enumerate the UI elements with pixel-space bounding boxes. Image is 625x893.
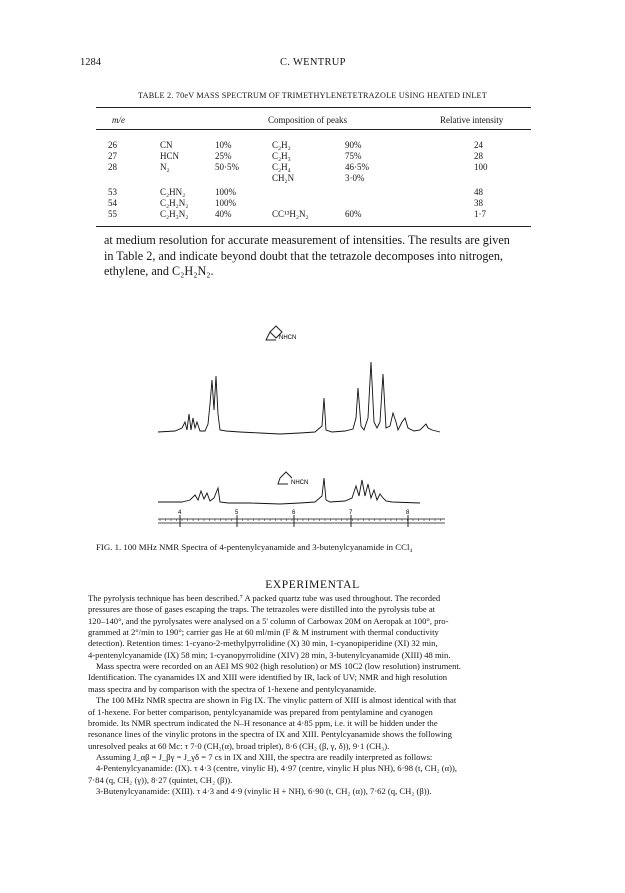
body-line: pressures are those of gases escaping the traps. The tetrazoles were distilled into the pyrolysis tube at <box>88 604 436 615</box>
table-cell-p2: 90% <box>345 140 362 150</box>
figure-caption: FIG. 1. 100 MHz NMR Spectra of 4-pentenylcyanamide and 3-butenylcyanamide in CCl₄ <box>96 542 413 552</box>
table-cell-p2: 3·0% <box>345 173 365 183</box>
table-cell-p1: 40% <box>215 209 232 219</box>
table-cell-f1: C₂H₂N₂ <box>160 198 189 208</box>
body-line: Mass spectra were recorded on an AEI MS 902 (high resolution) or MS 10C2 (low resolution) instrument. <box>96 661 461 672</box>
body-line: The pyrolysis technique has been described.⁷ A packed quartz tube was used throughout. The recorded <box>88 593 441 603</box>
table-cell-f2: C₂H₃ <box>272 151 291 161</box>
table-cell-mz: 27 <box>108 151 117 161</box>
section-title: EXPERIMENTAL <box>265 579 360 591</box>
paragraph-line: ethylene, and C₂H₂N₂. <box>104 264 214 278</box>
table-cell-f2: C₂H₄ <box>272 162 291 172</box>
scale-tick-label: 5 <box>235 510 239 516</box>
paragraph-line: in Table 2, and indicate beyond doubt that the tetrazole decomposes into nitrogen, <box>104 248 503 263</box>
table-cell-mz: 26 <box>108 140 117 150</box>
structure-label-1: NHCN <box>279 335 297 341</box>
body-line: mass spectra and by comparison with the spectra of 1-hexene and pentylcyanamide. <box>88 683 377 694</box>
table-cell-p2: 46·5% <box>345 162 369 172</box>
table-cell-mz: 53 <box>108 187 117 197</box>
structure-diagram-1 <box>266 326 296 341</box>
table-header-rule <box>96 129 531 130</box>
table-cell-f1: C₂H₃N₂ <box>160 209 189 219</box>
col-header-intensity: Relative intensity <box>440 115 504 125</box>
structure-diagram-2 <box>278 472 308 486</box>
table-cell-p2: 75% <box>345 151 362 161</box>
body-line: 3-Butenylcyanamide: (XIII). τ 4·3 and 4·9 (vinylic H + NH), 6·90 (t, CH₂ (α)), 7·62 (q, CH₂ (β)). <box>96 785 432 796</box>
table-cell-p1: 10% <box>215 140 232 150</box>
table-cell-ri: 38 <box>474 198 483 208</box>
table-cell-mz: 55 <box>108 209 117 219</box>
scale-tick-label: 7 <box>349 510 353 516</box>
col-header-mz: m/e <box>112 115 125 125</box>
table-cell-mz: 28 <box>108 162 117 172</box>
table-cell-ri: 28 <box>474 151 483 161</box>
table-top-rule <box>96 107 531 108</box>
structure-label-2: NHCN <box>291 480 309 486</box>
body-line: of 1-hexene. For better comparison, pentylcyanamide was prepared from pentylamine and cyanogen <box>88 706 433 717</box>
running-head-author: C. WENTRUP <box>280 57 346 68</box>
nmr-spectra-figure <box>0 318 625 538</box>
table-cell-mz: 54 <box>108 198 117 208</box>
table-cell-f1: HCN <box>160 151 180 161</box>
body-line: Assuming J_αβ = J_βγ = J_γδ = 7 cs in IX and XIII, the spectra are readily interpreted as follows: <box>96 751 433 762</box>
table-cell-f2: C₂H₂ <box>272 140 291 150</box>
table-cell-p1: 100% <box>215 198 236 208</box>
table-cell-p1: 50·5% <box>215 162 239 172</box>
table-cell-f1: N₂ <box>160 162 170 172</box>
spectrum-trace-2 <box>158 478 420 504</box>
scale-tick-label: 8 <box>406 510 410 516</box>
ppm-scale <box>158 510 445 527</box>
table-cell-p1: 100% <box>215 187 236 197</box>
table-cell-f2: CC¹³H₂N₂ <box>272 209 309 219</box>
body-line: grammed at 2°/min to 190°; carrier gas He at 60 ml/min (F & M instrument with thermal conductivity <box>88 627 439 638</box>
body-line: resonance lines of the vinylic protons in the spectra of IX and XIII. Pentylcyanamide shows the following <box>88 729 452 740</box>
body-line: Identification. The cyanamides IX and XIII were identified by IR, lack of UV; NMR and high resolution <box>88 672 448 683</box>
table-cell-f1: C₂HN₂ <box>160 187 186 197</box>
scale-tick-label: 4 <box>178 510 182 516</box>
col-header-composition: Composition of peaks <box>268 115 347 125</box>
body-line: unresolved peaks at 60 Mc: τ 7·0 (CH₂(α), broad triplet), 8·6 (CH₂ (β, γ, δ)), 9·1 (CH₃). <box>88 740 390 751</box>
body-paragraph <box>104 233 534 280</box>
body-line: bromide. Its NMR spectrum indicated the N–H resonance at 4·85 ppm, i.e. it will be hidden under the <box>88 717 438 728</box>
table-cell-ri: 24 <box>474 140 483 150</box>
table-caption: TABLE 2. 70eV MASS SPECTRUM OF TRIMETHYLENETETRAZOLE USING HEATED INLET <box>138 91 487 100</box>
body-line: 4-Pentenylcyanamide: (IX). τ 4·3 (centre, vinylic H), 4·97 (centre, vinylic H plus NH), 6·98 (t, CH₂ (α)), <box>96 763 458 774</box>
body-line: detection). Retention times: 1-cyano-2-methylpyrrolidine (X) 30 min, 1-cyanopiperidine (XI) 32 min, <box>88 638 438 649</box>
body-line: The 100 MHz NMR spectra are shown in Fig IX. The vinylic pattern of XIII is almost identical with that <box>96 695 457 706</box>
spectrum-trace-1 <box>158 362 440 434</box>
paragraph-line: at medium resolution for accurate measurement of intensities. The results are given <box>104 233 510 247</box>
table-cell-f1: CN <box>160 140 173 150</box>
body-line: 7·84 (q, CH₂ (γ)), 8·27 (quintet, CH₂ (β)). <box>88 774 233 785</box>
scale-tick-label: 6 <box>292 510 296 516</box>
table-cell-p1: 25% <box>215 151 232 161</box>
table-cell-p2: 60% <box>345 209 362 219</box>
table-cell-ri: 100 <box>474 162 488 172</box>
table-cell-f2: CH₂N <box>272 173 295 183</box>
table-cell-ri: 48 <box>474 187 483 197</box>
body-line: 120–140°, and the pyrolysates were analysed on a 5' column of Carbowax 20M on Aeropak at 100°, pro- <box>88 615 449 626</box>
table-cell-ri: 1·7 <box>474 209 486 219</box>
page-number: 1284 <box>80 57 101 68</box>
body-line: 4-pentenylcyanamide (IX) 58 min; 1-cyanopyrrolidine (XIV) 28 min, 3-butenylcyanamide (XIII) 48 min. <box>88 649 451 660</box>
table-bottom-rule <box>96 226 531 227</box>
